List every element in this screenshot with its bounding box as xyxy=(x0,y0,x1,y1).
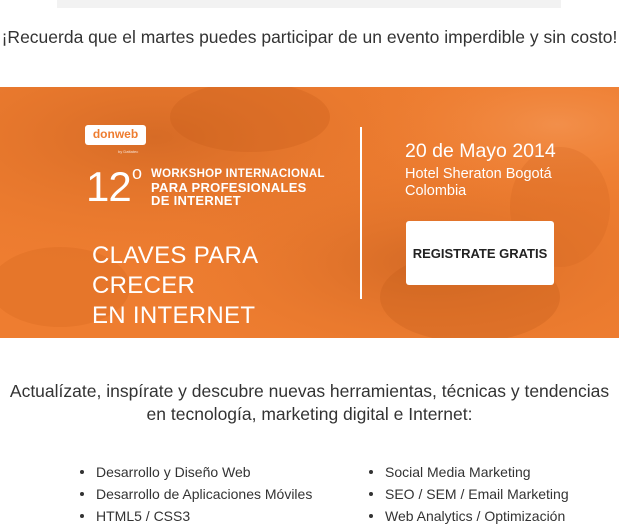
workshop-title xyxy=(151,168,351,207)
tagline-text: Actualízate, inspírate y descubre nuevas herramientas, técnicas y tendencias en tecnología, marketing digital e Internet: xyxy=(9,381,610,424)
slogan-line-1: CLAVES PARA CRECER xyxy=(92,242,258,299)
event-banner[interactable] xyxy=(0,87,619,338)
bullet-icon xyxy=(80,470,84,474)
topic-label: Web Analytics / Optimización xyxy=(385,508,566,524)
register-button[interactable]: REGISTRATE GRATIS xyxy=(406,221,554,285)
venue-line-2: Colombia xyxy=(405,183,467,199)
topic-label: SEO / SEM / Email Marketing xyxy=(385,486,569,502)
topics-list-right xyxy=(369,461,569,527)
edition-number: 12 xyxy=(86,163,131,210)
topic-label: Social Media Marketing xyxy=(385,464,531,480)
topic-label: HTML5 / CSS3 xyxy=(96,508,191,524)
workshop-line-1: WORKSHOP INTERNACIONAL xyxy=(151,168,325,180)
event-venue xyxy=(405,166,552,200)
venue-line-1: Hotel Sheraton Bogotá xyxy=(405,166,552,182)
workshop-line-3: DE INTERNET xyxy=(151,193,241,208)
list-item xyxy=(369,483,569,505)
topic-label: Desarrollo de Aplicaciones Móviles xyxy=(96,486,313,502)
bullet-icon xyxy=(369,514,373,518)
list-item xyxy=(80,461,312,483)
logo-subtitle: by Dattatec xyxy=(118,149,139,154)
list-item xyxy=(369,461,569,483)
bullet-icon xyxy=(80,514,84,518)
list-item xyxy=(80,483,312,505)
top-strip xyxy=(57,0,561,8)
event-date: 20 de Mayo 2014 xyxy=(405,140,556,162)
topics-list-left xyxy=(80,461,312,527)
event-slogan xyxy=(92,241,342,331)
list-item xyxy=(80,505,312,527)
edition-ordinal-mark: o xyxy=(132,163,143,183)
bullet-icon xyxy=(80,492,84,496)
workshop-line-2: PARA PROFESIONALES xyxy=(151,180,307,195)
intro-text: ¡Recuerda que el martes puedes participar de un evento imperdible y sin costo! xyxy=(1,27,618,47)
banner-divider xyxy=(360,127,362,299)
list-item xyxy=(369,505,569,527)
donweb-logo: donweb xyxy=(85,125,146,145)
topic-label: Desarrollo y Diseño Web xyxy=(96,464,251,480)
bullet-icon xyxy=(369,470,373,474)
slogan-line-2: EN INTERNET xyxy=(92,302,256,329)
bullet-icon xyxy=(369,492,373,496)
